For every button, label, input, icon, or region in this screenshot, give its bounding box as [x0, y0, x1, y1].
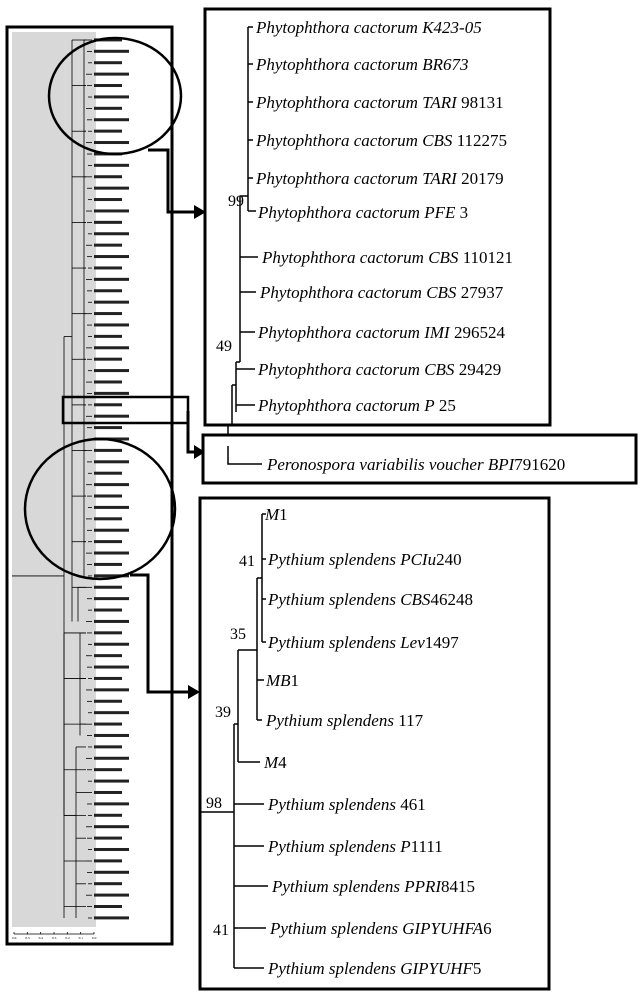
overview-leaf-label — [94, 529, 129, 532]
overview-leaf-label — [94, 586, 122, 589]
overview-leaf-label — [94, 894, 129, 897]
upper-taxon-label: Phytophthora cactorum CBS 27937 — [260, 283, 504, 302]
overview-leaf-label — [94, 540, 122, 543]
overview-leaf-label — [94, 289, 122, 292]
middle-taxon-box — [203, 435, 636, 483]
overview-leaf-label — [94, 734, 129, 737]
overview-leaf-label — [94, 745, 122, 748]
overview-leaf-label — [94, 711, 129, 714]
upper-taxon-label: Phytophthora cactorum CBS 110121 — [262, 248, 514, 267]
overview-leaf-label — [94, 346, 129, 349]
overview-leaf-label — [94, 403, 122, 406]
overview-leaf-label — [94, 61, 122, 64]
overview-leaf-label — [94, 449, 122, 452]
overview-leaf-label — [94, 780, 129, 783]
overview-leaf-label — [94, 175, 122, 178]
upper-taxon-label: Phytophthora cactorum P 25 — [258, 396, 456, 415]
overview-leaf-label — [94, 620, 129, 623]
overview-leaf-label — [94, 631, 122, 634]
overview-leaf-label — [94, 107, 122, 110]
overview-leaf-label — [94, 643, 129, 646]
overview-leaf-label — [94, 768, 122, 771]
overview-leaf-label — [94, 130, 122, 133]
overview-leaf-label — [94, 882, 122, 885]
upper-taxon-label: Phytophthora cactorum TARI 20179 — [256, 169, 504, 188]
overview-leaf-label — [94, 415, 129, 418]
bootstrap-value: 35 — [230, 626, 246, 643]
overview-leaf-label — [94, 677, 122, 680]
lower-taxon-label: Pythium splendens PCIu240 — [268, 550, 462, 569]
overview-leaf-label — [94, 73, 129, 76]
overview-leaf-label — [94, 916, 129, 919]
overview-leaf-label — [94, 323, 129, 326]
overview-leaf-label — [94, 84, 122, 87]
bootstrap-value: 41 — [239, 553, 255, 570]
overview-leaf-label — [94, 278, 129, 281]
overview-leaf-label — [94, 506, 129, 509]
lower-taxon-label: Pythium splendens PPRI8415 — [272, 877, 476, 896]
overview-leaf-label — [94, 266, 122, 269]
bootstrap-value: 98 — [206, 795, 222, 812]
overview-leaf-label — [94, 825, 129, 828]
overview-leaf-label — [94, 335, 122, 338]
lower-taxon-label: Pythium splendens 117 — [266, 711, 424, 730]
overview-leaf-label — [94, 597, 129, 600]
overview-leaf-label — [94, 358, 122, 361]
lower-box-frame — [200, 498, 549, 989]
upper-taxon-label: Phytophthora cactorum CBS 29429 — [258, 360, 502, 379]
overview-leaf-label — [94, 472, 122, 475]
bootstrap-value: 99 — [228, 193, 244, 210]
bootstrap-value: 39 — [215, 704, 231, 721]
overview-leaf-label — [94, 369, 129, 372]
overview-leaf-label — [94, 221, 122, 224]
overview-leaf-label — [94, 483, 129, 486]
overview-leaf-label — [94, 666, 129, 669]
lower-taxon-label: Pythium splendens GIPYUHFA6 — [270, 919, 492, 938]
overview-leaf-label — [94, 198, 122, 201]
overview-leaf-label — [94, 312, 122, 315]
lower-taxon-label: M4 — [264, 753, 287, 772]
lower-taxon-label: Pythium splendens 461 — [268, 795, 426, 814]
upper-taxon-label: Phytophthora cactorum CBS 112275 — [256, 131, 508, 150]
overview-leaf-label — [94, 871, 129, 874]
overview-leaf-label — [94, 837, 122, 840]
overview-leaf-label — [94, 517, 122, 520]
overview-leaf-label — [94, 118, 129, 121]
overview-leaf-label — [94, 848, 129, 851]
overview-leaf-label — [94, 141, 129, 144]
overview-scale-tick-label: 0.6 — [12, 936, 17, 940]
overview-scale-tick-label: 0.3 — [52, 936, 57, 940]
overview-leaf-label — [94, 460, 129, 463]
upper-taxon-label: Phytophthora cactorum K423-05 — [256, 18, 482, 37]
overview-leaf-label — [94, 700, 122, 703]
upper-taxon-label: Phytophthora cactorum PFE 3 — [258, 203, 469, 222]
overview-tree-panel — [7, 27, 188, 944]
overview-leaf-label — [94, 791, 122, 794]
overview-leaf-label — [94, 654, 122, 657]
overview-leaf-label — [94, 905, 122, 908]
lower-arrow-head — [188, 685, 200, 699]
lower-taxon-label: Pythium splendens Lev1497 — [268, 633, 459, 652]
overview-leaf-label — [94, 495, 122, 498]
overview-scale-tick-label: 0.4 — [38, 936, 44, 940]
overview-leaf-label — [94, 164, 129, 167]
overview-leaf-label — [94, 209, 129, 212]
upper-taxon-label: Phytophthora cactorum BR673 — [256, 55, 469, 74]
overview-leaf-label — [94, 50, 129, 53]
upper-clade-box — [205, 9, 550, 440]
lower-taxon-label: Pythium splendens GIPYUHF5 — [268, 959, 482, 978]
overview-leaf-label — [94, 380, 122, 383]
middle-taxon-label: Peronospora variabilis voucher BPI791620 — [267, 455, 566, 474]
overview-scale-tick-label: 0.1 — [78, 936, 84, 940]
overview-leaf-label — [94, 392, 129, 395]
lower-taxon-label: Pythium splendens P1111 — [268, 837, 443, 856]
overview-leaf-label — [94, 255, 129, 258]
overview-leaf-label — [94, 426, 122, 429]
overview-leaf-label — [94, 859, 122, 862]
lower-taxon-label: MB1 — [266, 671, 300, 690]
bootstrap-value: 49 — [216, 338, 232, 355]
bootstrap-value: 41 — [213, 922, 229, 939]
overview-leaf-label — [94, 232, 129, 235]
overview-leaf-label — [94, 244, 122, 247]
overview-leaf-label — [94, 757, 129, 760]
overview-leaf-label — [94, 563, 122, 566]
overview-scale-tick-label: 0.0 — [92, 936, 97, 940]
overview-leaf-label — [94, 609, 122, 612]
lower-taxon-label: M1 — [265, 505, 288, 524]
overview-scale-tick-label: 0.2 — [65, 936, 70, 940]
upper-taxon-label: Phytophthora cactorum TARI 98131 — [256, 93, 504, 112]
overview-leaf-label — [94, 723, 122, 726]
overview-leaf-label — [94, 187, 129, 190]
middle-arrow-line — [188, 411, 197, 452]
overview-leaf-label — [94, 802, 129, 805]
lower-taxon-label: Pythium splendens CBS46248 — [268, 590, 473, 609]
overview-leaf-label — [94, 688, 129, 691]
upper-taxon-label: Phytophthora cactorum IMI 296524 — [258, 323, 505, 342]
overview-scale-tick-label: 0.5 — [25, 936, 30, 940]
overview-leaf-label — [94, 552, 129, 555]
overview-leaf-label — [94, 301, 129, 304]
lower-clade-box — [200, 498, 549, 989]
overview-leaf-label — [94, 814, 122, 817]
overview-leaf-label — [94, 95, 129, 98]
